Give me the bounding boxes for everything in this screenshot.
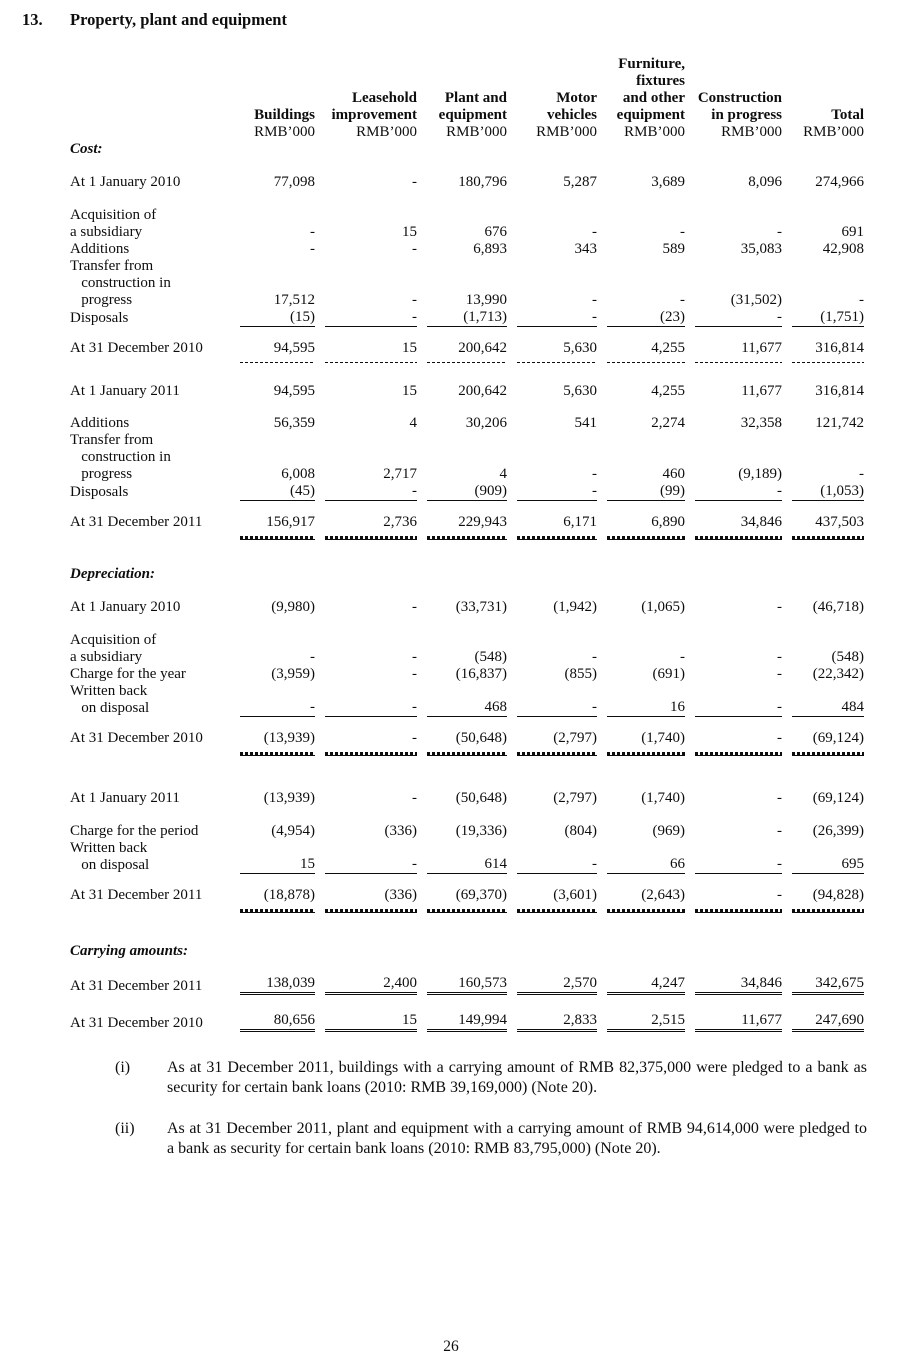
section-heading-row bbox=[70, 141, 864, 158]
spacer-row bbox=[70, 807, 864, 823]
spacer-row bbox=[70, 874, 864, 887]
table-row bbox=[70, 666, 864, 683]
footnotes bbox=[115, 1058, 867, 1159]
cell-value: - bbox=[412, 666, 417, 682]
row-label: At 31 December 2011 bbox=[70, 887, 203, 903]
cell-value: 2,717 bbox=[383, 466, 417, 482]
cell-value: - bbox=[310, 649, 315, 665]
cell-value: 5,287 bbox=[563, 174, 597, 190]
cell-value: - bbox=[695, 483, 782, 501]
cell-value: - bbox=[777, 823, 782, 839]
cell-value: - bbox=[310, 241, 315, 257]
table-row bbox=[70, 730, 864, 747]
unit-label: RMB’000 bbox=[446, 124, 507, 140]
cell-value: 4 bbox=[499, 466, 507, 482]
cell-value: (69,124) bbox=[812, 730, 864, 746]
cell-value: - bbox=[695, 856, 782, 874]
row-label: Charge for the year bbox=[70, 666, 186, 682]
footnote bbox=[115, 1058, 867, 1098]
cell-value: (31,502) bbox=[730, 292, 782, 308]
cell-value: - bbox=[777, 790, 782, 806]
cell-value: (99) bbox=[607, 483, 685, 501]
cell-value: 468 bbox=[427, 699, 507, 717]
unit-label: RMB’000 bbox=[721, 124, 782, 140]
row-label: Additions bbox=[70, 415, 130, 431]
cell-value: - bbox=[325, 856, 417, 874]
cell-value: - bbox=[695, 309, 782, 327]
table-row bbox=[70, 207, 864, 241]
cell-value: 160,573 bbox=[427, 975, 507, 995]
row-label: At 31 December 2011 bbox=[70, 514, 203, 530]
cell-value: (45) bbox=[240, 483, 315, 501]
cell-value: 2,570 bbox=[517, 975, 597, 995]
cell-value: 94,595 bbox=[273, 340, 315, 356]
cell-value: 4,247 bbox=[607, 975, 685, 995]
cell-value: (33,731) bbox=[455, 599, 507, 615]
cell-value: 11,677 bbox=[695, 1012, 782, 1032]
spacer-row bbox=[70, 327, 864, 340]
spacer-row bbox=[70, 583, 864, 599]
row-label: Transfer from construction in progress bbox=[70, 258, 171, 308]
row-label: At 31 December 2010 bbox=[70, 1015, 203, 1031]
cell-value: - bbox=[517, 483, 597, 501]
cell-value: 6,171 bbox=[563, 514, 597, 530]
cell-value: - bbox=[777, 224, 782, 240]
section-heading-row bbox=[70, 566, 864, 583]
table-row bbox=[70, 514, 864, 531]
cell-value: 180,796 bbox=[458, 174, 507, 190]
cell-value: - bbox=[859, 466, 864, 482]
unit-label: RMB’000 bbox=[803, 124, 864, 140]
cell-value: 274,966 bbox=[815, 174, 864, 190]
cell-value: 17,512 bbox=[273, 292, 315, 308]
cell-value: - bbox=[412, 292, 417, 308]
unit-label: RMB’000 bbox=[254, 124, 315, 140]
cell-value: 676 bbox=[484, 224, 507, 240]
section-heading: Depreciation: bbox=[70, 566, 155, 582]
cell-value: 589 bbox=[662, 241, 685, 257]
row-label: Acquisition of a subsidiary bbox=[70, 632, 157, 665]
row-label: Written back on disposal bbox=[70, 840, 150, 873]
cell-value: - bbox=[240, 699, 315, 717]
table-row bbox=[70, 790, 864, 807]
section-heading: Carrying amounts: bbox=[70, 943, 188, 959]
spacer-row bbox=[70, 913, 864, 943]
table-row bbox=[70, 632, 864, 666]
cell-value: - bbox=[680, 224, 685, 240]
cell-value: 8,096 bbox=[748, 174, 782, 190]
cell-value: 94,595 bbox=[273, 383, 315, 399]
cell-value: - bbox=[412, 790, 417, 806]
cell-value: 460 bbox=[662, 466, 685, 482]
cell-value: 15 bbox=[325, 1012, 417, 1032]
cell-value: (336) bbox=[384, 887, 417, 903]
cell-value: (1,740) bbox=[641, 730, 685, 746]
table-row bbox=[70, 383, 864, 400]
row-label: At 1 January 2011 bbox=[70, 790, 180, 806]
cell-value: 541 bbox=[574, 415, 597, 431]
cell-value: (22,342) bbox=[812, 666, 864, 682]
cell-value: 614 bbox=[427, 856, 507, 874]
cell-value: 200,642 bbox=[458, 383, 507, 399]
cell-value: (2,797) bbox=[553, 790, 597, 806]
column-header: Motor vehicles RMB’000 bbox=[507, 56, 597, 141]
section-heading: Cost: bbox=[70, 141, 103, 157]
cell-value: (2,797) bbox=[553, 730, 597, 746]
table-row bbox=[70, 975, 864, 995]
cell-value: (804) bbox=[564, 823, 597, 839]
cell-value: 77,098 bbox=[273, 174, 315, 190]
column-header: Total RMB’000 bbox=[782, 56, 864, 141]
cell-value: 32,358 bbox=[740, 415, 782, 431]
row-label: At 31 December 2011 bbox=[70, 978, 203, 994]
cell-value: 4 bbox=[409, 415, 417, 431]
cell-value: 316,814 bbox=[815, 383, 864, 399]
table-row bbox=[70, 840, 864, 874]
cell-value: (9,980) bbox=[271, 599, 315, 615]
spacer-row bbox=[70, 400, 864, 415]
cell-value: (1,053) bbox=[792, 483, 864, 501]
table-row bbox=[70, 483, 864, 501]
cell-value: 156,917 bbox=[266, 514, 315, 530]
cell-value: - bbox=[777, 666, 782, 682]
cell-value: 4,255 bbox=[651, 340, 685, 356]
cell-value: (548) bbox=[831, 649, 864, 665]
spacer-row bbox=[70, 501, 864, 514]
ppe-table bbox=[70, 56, 864, 1032]
cell-value: 6,890 bbox=[651, 514, 685, 530]
cell-value: 3,689 bbox=[651, 174, 685, 190]
cell-value: 691 bbox=[841, 224, 864, 240]
cell-value: (855) bbox=[564, 666, 597, 682]
cell-value: 247,690 bbox=[792, 1012, 864, 1032]
spacer-row bbox=[70, 158, 864, 174]
cell-value: - bbox=[412, 730, 417, 746]
cell-value: 80,656 bbox=[240, 1012, 315, 1032]
cell-value: 138,039 bbox=[240, 975, 315, 995]
note-number: 13. bbox=[22, 10, 43, 29]
cell-value: (23) bbox=[607, 309, 685, 327]
cell-value: 2,736 bbox=[383, 514, 417, 530]
unit-label: RMB’000 bbox=[356, 124, 417, 140]
cell-value: - bbox=[777, 599, 782, 615]
cell-value: 15 bbox=[402, 383, 417, 399]
cell-value: 4,255 bbox=[651, 383, 685, 399]
cell-value: 35,083 bbox=[740, 241, 782, 257]
table-row bbox=[70, 432, 864, 483]
cell-value: - bbox=[517, 309, 597, 327]
cell-value: (50,648) bbox=[455, 790, 507, 806]
column-header: Plant and equipment RMB’000 bbox=[417, 56, 507, 141]
cell-value: 15 bbox=[402, 340, 417, 356]
cell-value: - bbox=[325, 483, 417, 501]
cell-value: (909) bbox=[427, 483, 507, 501]
cell-value: 6,008 bbox=[281, 466, 315, 482]
footnote-marker: (ii) bbox=[115, 1120, 135, 1137]
spacer-row bbox=[70, 717, 864, 730]
cell-value: - bbox=[592, 292, 597, 308]
table-row bbox=[70, 174, 864, 191]
cell-value: 13,990 bbox=[465, 292, 507, 308]
cell-value: 16 bbox=[607, 699, 685, 717]
cell-value: 484 bbox=[792, 699, 864, 717]
cell-value: - bbox=[412, 649, 417, 665]
cell-value: - bbox=[777, 649, 782, 665]
cell-value: - bbox=[325, 699, 417, 717]
table-row bbox=[70, 241, 864, 258]
cell-value: 5,630 bbox=[563, 340, 597, 356]
cell-value: - bbox=[777, 730, 782, 746]
cell-value: 11,677 bbox=[741, 383, 782, 399]
cell-value: (13,939) bbox=[263, 790, 315, 806]
cell-value: - bbox=[412, 241, 417, 257]
cell-value: (94,828) bbox=[812, 887, 864, 903]
row-label: Written back on disposal bbox=[70, 683, 150, 716]
cell-value: - bbox=[695, 699, 782, 717]
cell-value: 15 bbox=[240, 856, 315, 874]
column-header: Buildings RMB’000 bbox=[230, 56, 315, 141]
spacer-row bbox=[70, 540, 864, 566]
section-heading-row bbox=[70, 943, 864, 960]
cell-value: 6,893 bbox=[473, 241, 507, 257]
cell-value: 34,846 bbox=[740, 514, 782, 530]
note-title-text: Property, plant and equipment bbox=[70, 10, 287, 29]
cell-value: (26,399) bbox=[812, 823, 864, 839]
row-label: At 1 January 2010 bbox=[70, 174, 181, 190]
cell-value: - bbox=[592, 466, 597, 482]
cell-value: 34,846 bbox=[695, 975, 782, 995]
unit-label: RMB’000 bbox=[624, 124, 685, 140]
row-label: Acquisition of a subsidiary bbox=[70, 207, 157, 240]
cell-value: 200,642 bbox=[458, 340, 507, 356]
cell-value: (1,713) bbox=[427, 309, 507, 327]
cell-value: (18,878) bbox=[263, 887, 315, 903]
table-row bbox=[70, 599, 864, 616]
cell-value: (19,336) bbox=[455, 823, 507, 839]
cell-value: (548) bbox=[474, 649, 507, 665]
cell-value: - bbox=[680, 649, 685, 665]
cell-value: (2,643) bbox=[641, 887, 685, 903]
page-number: 26 bbox=[443, 1338, 459, 1355]
table-row bbox=[70, 309, 864, 327]
cell-value: 2,515 bbox=[607, 1012, 685, 1032]
cell-value: - bbox=[517, 699, 597, 717]
cell-value: (46,718) bbox=[812, 599, 864, 615]
footnote-text: As at 31 December 2011, buildings with a carrying amount of RMB 82,375,000 were pledged to a bank as security for certain bank loans (2010: RMB 39,169,000) (Note 20). bbox=[167, 1059, 867, 1096]
cell-value: (1,740) bbox=[641, 790, 685, 806]
cell-value: - bbox=[310, 224, 315, 240]
cell-value: (15) bbox=[240, 309, 315, 327]
cell-value: (50,648) bbox=[455, 730, 507, 746]
column-header: Construction in progress RMB’000 bbox=[685, 56, 782, 141]
spacer-row bbox=[70, 995, 864, 1012]
row-label: At 31 December 2010 bbox=[70, 730, 203, 746]
cell-value: (16,837) bbox=[455, 666, 507, 682]
row-label: Charge for the period bbox=[70, 823, 199, 839]
column-header: Furniture, fixtures and other equipment RMB’000 bbox=[597, 56, 685, 141]
cell-value: 5,630 bbox=[563, 383, 597, 399]
table-row bbox=[70, 415, 864, 432]
cell-value: 11,677 bbox=[741, 340, 782, 356]
cell-value: 437,503 bbox=[815, 514, 864, 530]
cell-value: - bbox=[517, 856, 597, 874]
cell-value: 343 bbox=[574, 241, 597, 257]
cell-value: (1,065) bbox=[641, 599, 685, 615]
cell-value: 2,274 bbox=[651, 415, 685, 431]
cell-value: (3,601) bbox=[553, 887, 597, 903]
row-label: Additions bbox=[70, 241, 130, 257]
cell-value: 121,742 bbox=[815, 415, 864, 431]
row-label: Transfer from construction in progress bbox=[70, 432, 171, 482]
row-label: At 1 January 2011 bbox=[70, 383, 180, 399]
spacer-row bbox=[70, 960, 864, 975]
cell-value: - bbox=[859, 292, 864, 308]
cell-value: 15 bbox=[402, 224, 417, 240]
table-row bbox=[70, 258, 864, 309]
spacer-row bbox=[70, 756, 864, 790]
cell-value: - bbox=[777, 887, 782, 903]
cell-value: 2,833 bbox=[517, 1012, 597, 1032]
footnote bbox=[115, 1119, 867, 1159]
cell-value: (969) bbox=[652, 823, 685, 839]
note-title bbox=[22, 10, 865, 30]
unit-label: RMB’000 bbox=[536, 124, 597, 140]
cell-value: (3,959) bbox=[271, 666, 315, 682]
cell-value: 229,943 bbox=[458, 514, 507, 530]
column-header: Leasehold improvement RMB’000 bbox=[315, 56, 417, 141]
cell-value: - bbox=[412, 599, 417, 615]
table-row bbox=[70, 340, 864, 357]
footnote-marker: (i) bbox=[115, 1059, 131, 1076]
column-header-row bbox=[70, 56, 864, 141]
cell-value: (1,942) bbox=[553, 599, 597, 615]
spacer-row bbox=[70, 363, 864, 383]
cell-value: 56,359 bbox=[273, 415, 315, 431]
cell-value: 42,908 bbox=[822, 241, 864, 257]
cell-value: - bbox=[325, 309, 417, 327]
cell-value: 342,675 bbox=[792, 975, 864, 995]
table-row bbox=[70, 1012, 864, 1032]
cell-value: (69,124) bbox=[812, 790, 864, 806]
row-label: At 31 December 2010 bbox=[70, 340, 203, 356]
table-row bbox=[70, 683, 864, 717]
table-row bbox=[70, 887, 864, 904]
cell-value: 149,994 bbox=[427, 1012, 507, 1032]
cell-value: (13,939) bbox=[263, 730, 315, 746]
row-label: Disposals bbox=[70, 310, 129, 326]
spacer-row bbox=[70, 616, 864, 632]
cell-value: 30,206 bbox=[465, 415, 507, 431]
cell-value: (69,370) bbox=[455, 887, 507, 903]
table-row bbox=[70, 823, 864, 840]
cell-value: (4,954) bbox=[271, 823, 315, 839]
row-label: At 1 January 2010 bbox=[70, 599, 181, 615]
spacer-row bbox=[70, 191, 864, 207]
cell-value: (1,751) bbox=[792, 309, 864, 327]
cell-value: (9,189) bbox=[738, 466, 782, 482]
cell-value: 695 bbox=[792, 856, 864, 874]
cell-value: - bbox=[412, 174, 417, 190]
cell-value: 2,400 bbox=[325, 975, 417, 995]
cell-value: 66 bbox=[607, 856, 685, 874]
footnote-text: As at 31 December 2011, plant and equipment with a carrying amount of RMB 94,614,000 were pledged to a bank as security for certain bank loans (2010: RMB 83,795,000) (Note 20). bbox=[167, 1120, 867, 1157]
row-label: Disposals bbox=[70, 484, 129, 500]
cell-value: (691) bbox=[652, 666, 685, 682]
cell-value: 316,814 bbox=[815, 340, 864, 356]
cell-value: - bbox=[680, 292, 685, 308]
cell-value: (336) bbox=[384, 823, 417, 839]
cell-value: - bbox=[592, 649, 597, 665]
cell-value: - bbox=[592, 224, 597, 240]
